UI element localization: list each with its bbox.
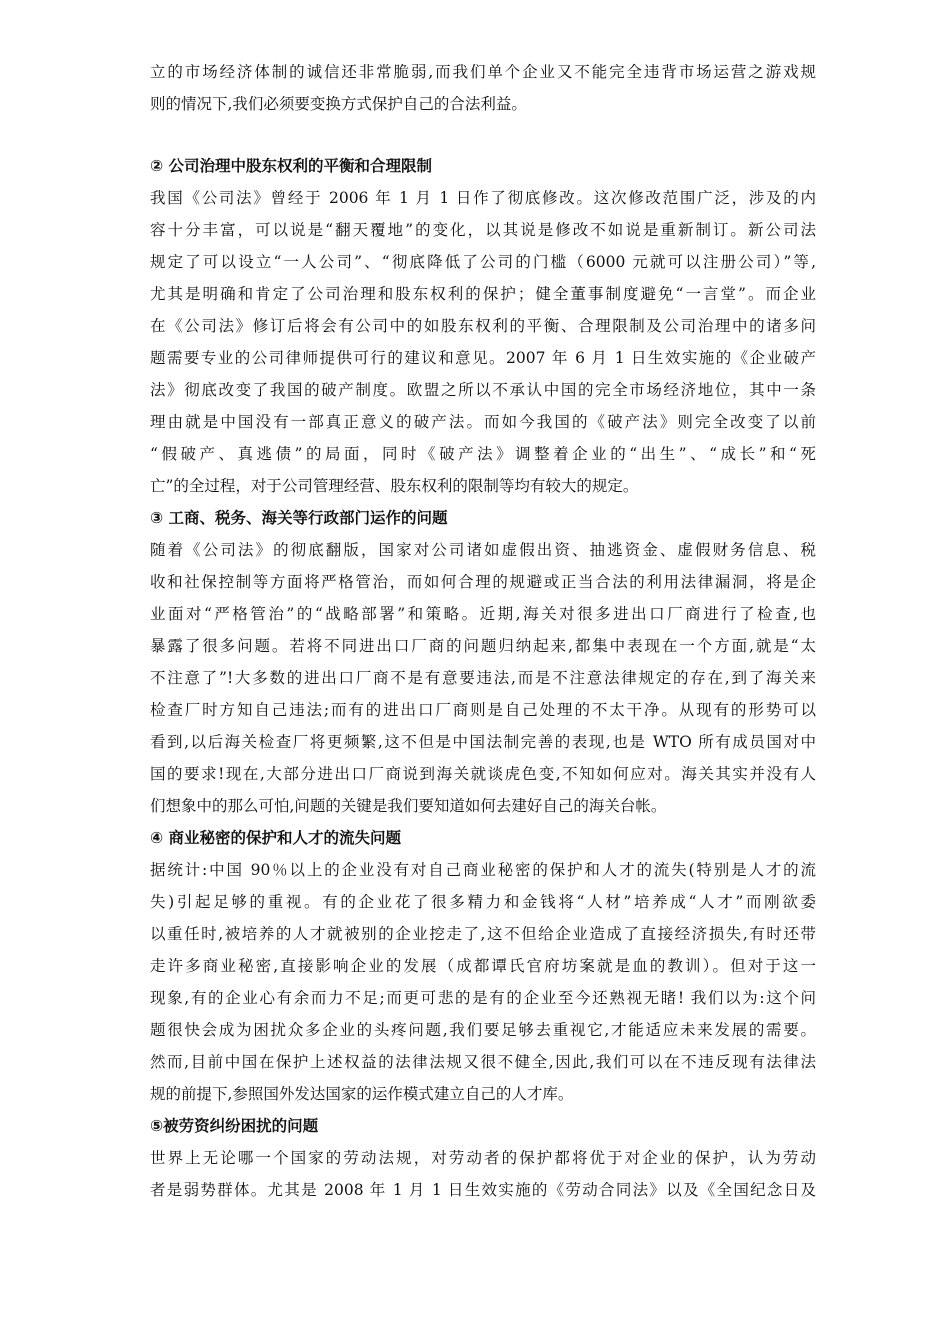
paragraph-line: 法》彻底改变了我国的破产制度。欧盟之所以不承认中国的完全市场经济地位，其中一条 bbox=[150, 381, 816, 399]
section-labor-disputes bbox=[150, 1110, 816, 1206]
paragraph-line: 失)引起足够的重视。有的企业花了很多精力和金钱将“人材”培养成“人才”而刚欲委 bbox=[150, 893, 816, 911]
paragraph-line: 国的要求!现在,大部分进出口厂商说到海关就谈虎色变,不知如何应对。海关其实并没有人 bbox=[150, 765, 816, 783]
paragraph-line: 们想象中的那么可怕,问题的关键是我们要知道如何去建好自己的海关台帐。 bbox=[150, 797, 667, 815]
paragraph-line: 尤其是明确和肯定了公司治理和股东权利的保护；健全董事制度避免“一言堂”。而企业 bbox=[150, 285, 816, 303]
paragraph-line: 我国《公司法》曾经于 2006 年 1 月 1 日作了彻底修改。这次修改范围广泛，涉及的内 bbox=[150, 189, 816, 207]
section-administrative-departments bbox=[150, 502, 816, 822]
paragraph-line: 业面对“严格管治”的“战略部署”和策略。近期,海关对很多进出口厂商进行了检查,也 bbox=[150, 605, 816, 623]
paragraph-line: 立的市场经济体制的诚信还非常脆弱,而我们单个企业又不能完全违背市场运营之游戏规 bbox=[150, 63, 816, 81]
paragraph-line: 收和社保控制等方面将严格管治，而如何合理的规避或正当合法的利用法律漏洞，将是企 bbox=[150, 573, 816, 591]
paragraph-line: “假破产、真逃债”的局面，同时《破产法》调整着企业的“出生”、“成长”和“死 bbox=[150, 445, 816, 463]
section-heading: ③ 工商、税务、海关等行政部门运作的问题 bbox=[150, 509, 448, 527]
paragraph-line: 以重任时,被培养的人才就被别的企业挖走了,这不但给企业造成了直接经济损失,有时还带 bbox=[150, 925, 816, 943]
paragraph-line: 者是弱势群体。尤其是 2008 年 1 月 1 日生效实施的《劳动合同法》以及《全国纪念日及 bbox=[150, 1181, 816, 1199]
section-heading: ⑤被劳资纠纷困扰的问题 bbox=[150, 1117, 319, 1135]
paragraph-line: 然而,目前中国在保护上述权益的法律法规又很不健全,因此,我们可以在不违反现有法律法 bbox=[150, 1053, 816, 1071]
paragraph-line: 亡”的全过程，对于公司管理经营、股东权利的限制等均有较大的规定。 bbox=[150, 477, 639, 495]
section-shareholder-rights bbox=[150, 150, 816, 502]
paragraph-line: 检查厂时方知自己违法;而有的进出口厂商则是自己处理的不太干净。从现有的形势可以 bbox=[150, 701, 816, 719]
paragraph-line: 现象,有的企业心有余而力不足;而更可悲的是有的企业至今还熟视无睹! 我们以为:这个问 bbox=[150, 989, 816, 1007]
section-trade-secrets bbox=[150, 822, 816, 1110]
paragraph-line: 看到,以后海关检查厂将更频繁,这不但是中国法制完善的表现,也是 WTO 所有成员国对中 bbox=[150, 733, 816, 751]
paragraph-line: 世界上无论哪一个国家的劳动法规，对劳动者的保护都将优于对企业的保护，认为劳动 bbox=[150, 1149, 816, 1167]
section-heading: ② 公司治理中股东权利的平衡和合理限制 bbox=[150, 157, 433, 175]
section-heading: ④ 商业秘密的保护和人才的流失问题 bbox=[150, 829, 402, 847]
paragraph-line: 据统计:中国 90％以上的企业没有对自己商业秘密的保护和人才的流失(特别是人才的流 bbox=[150, 861, 816, 879]
paragraph-line: 题很快会成为困扰众多企业的头疼问题,我们要足够去重视它,才能适应未来发展的需要。 bbox=[150, 1021, 816, 1039]
paragraph-line: 走许多商业秘密,直接影响企业的发展（成都谭氏官府坊案就是血的教训）。但对于这一 bbox=[150, 957, 816, 975]
paragraph-line: 在《公司法》修订后将会有公司中的如股东权利的平衡、合理限制及公司治理中的诸多问 bbox=[150, 317, 816, 335]
paragraph-line: 题需要专业的公司律师提供可行的建议和意见。2007 年 6 月 1 日生效实施的《企业破产 bbox=[150, 349, 816, 367]
paragraph-line: 规定了可以设立“一人公司”、“彻底降低了公司的门槛（6000 元就可以注册公司）”等, bbox=[150, 253, 816, 271]
paragraph-line: 随着《公司法》的彻底翻版，国家对公司诸如虚假出资、抽逃资金、虚假财务信息、税 bbox=[150, 541, 816, 559]
paragraph-line: 不注意了”!大多数的进出口厂商不是有意要违法,而是不注意法律规定的存在,到了海关来 bbox=[150, 669, 816, 687]
section-gap bbox=[150, 120, 816, 150]
document-page bbox=[150, 56, 816, 1206]
paragraph-line: 理由就是中国没有一部真正意义的破产法。而如今我国的《破产法》则完全改变了以前 bbox=[150, 413, 816, 431]
intro-paragraph bbox=[150, 56, 816, 120]
paragraph-line: 容十分丰富，可以说是“翻天覆地”的变化，以其说是修改不如说是重新制订。新公司法 bbox=[150, 221, 816, 239]
paragraph-line: 规的前提下,参照国外发达国家的运作模式建立自己的人才库。 bbox=[150, 1085, 574, 1103]
paragraph-line: 则的情况下,我们必须要变换方式保护自己的合法利益。 bbox=[150, 95, 527, 113]
paragraph-line: 暴露了很多问题。若将不同进出口厂商的问题归纳起来,都集中表现在一个方面,就是“太 bbox=[150, 637, 816, 655]
